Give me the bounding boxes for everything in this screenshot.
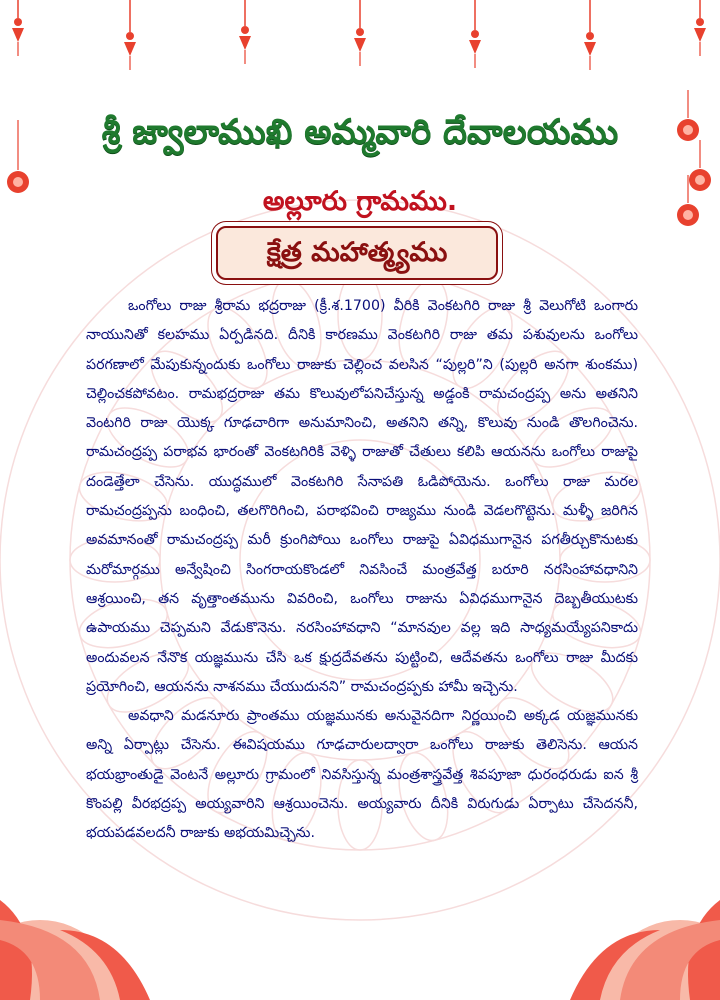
history-text	[86, 292, 638, 849]
section-badge	[216, 226, 498, 280]
section-badge-label: క్షేత్ర మహాత్మ్యము	[266, 237, 448, 268]
paragraph-1: ఒంగోలు రాజు శ్రీరామ భద్రరాజు (క్రీ.శ.1700) వీరికి వెంకటగిరి రాజు శ్రీ వెలుగోటి ఒంగారు నాయునితో కలహము ఏర్పడినది. దీనికి కారణము వెంకటగిరి రాజు తమ పశువులను ఒంగోలు పరగణాలో మేపుకున్నందుకు ఒంగోలు రాజుకు చెల్లించ వలసిన “పుల్లరి”ని (పుల్లరి అనగా శుంకము) చెల్లించకపోవటం. రామభద్రరాజు తమ కొలువులోపనిచేస్తున్న అడ్డంకి రామచంద్రప్ప అను అతనిని వెంటగిరి రాజు యొక్క గూఢచారిగా అనుమానించి, అతనిని తన్ని, కొలువు నుండి తొలగించెను. రామచంద్రప్ప పరాభవ భారంతో వెంకటగిరికి వెళ్ళి రాజుతో చేతులు కలిపి ఆయనను ఒంగోలు రాజుపై దండెత్తేలా చేసెను. యుద్ధములో వెంకటగిరి సేనాపతి ఓడిపోయెను. ఒంగోలు రాజు మరల రామచంద్రప్పను బంధించి, తలగొరిగించి, పరాభవించి రాజ్యము నుండి వెడలగొట్టెను. మళ్ళీ జరిగిన అవమానంతో రామచంద్రప్ప మరీ క్రుంగిపోయి ఒంగోలు రాజుపై ఏవిధముగానైన పగతీర్చుకొనుటకు మరోమార్గము అన్వేషించి సింగరాయకొండలో నివసించే మంత్రవేత్త బరూరి నరసింహావధానిని ఆశ్రయించి, తన వృత్తాంతమును వివరించి, ఒంగోలు రాజును ఏవిధముగానైన దెబ్బతీయుటకు ఉపాయము చెప్పమని వేడుకొనెను. నరసింహావధాని “మానవుల వల్ల ఇది సాధ్యమయ్యేపనికాదు అందువలన నేనొక యజ్ఞమును చేసి ఒక క్షుద్రదేవతను పుట్టించి, ఆదేవతను ఒంగోలు రాజు మీదకు ప్రయోగించి, ఆయనను నాశనము చేయుదునని” రామచంద్రప్పకు హామీ ఇచ్చెను.	[86, 298, 638, 695]
temple-title: శ్రీ జ్వాలాముఖి అమ్మవారి దేవాలయము	[101, 112, 619, 152]
village-name: అల్లూరు గ్రామము.	[262, 186, 458, 217]
paragraph-2: అవధాని మడనూరు ప్రాంతము యజ్ఞమునకు అనువైనదిగా నిర్ణయించి అక్కడ యజ్ఞమునకు అన్ని ఏర్పాట్లు చేసెను. ఈవిషయము గూఢచారులద్వారా ఒంగోలు రాజుకు తెలిసెను. ఆయన భయభ్రాంతుడై వెంటనే అల్లూరు గ్రామంలో నివసిస్తున్న మంత్రశాస్త్రవేత్త శివపూజా ధురంధరుడు ఐన శ్రీ కొంపల్లి వీరభద్రప్ప అయ్యవారిని ఆశ్రయించెను. అయ్యవారు దీనికి విరుగుడు ఏర్పాటు చేసెదననీ, భయపడవలదనీ రాజుకు అభయమిచ్చెను.	[86, 708, 638, 842]
